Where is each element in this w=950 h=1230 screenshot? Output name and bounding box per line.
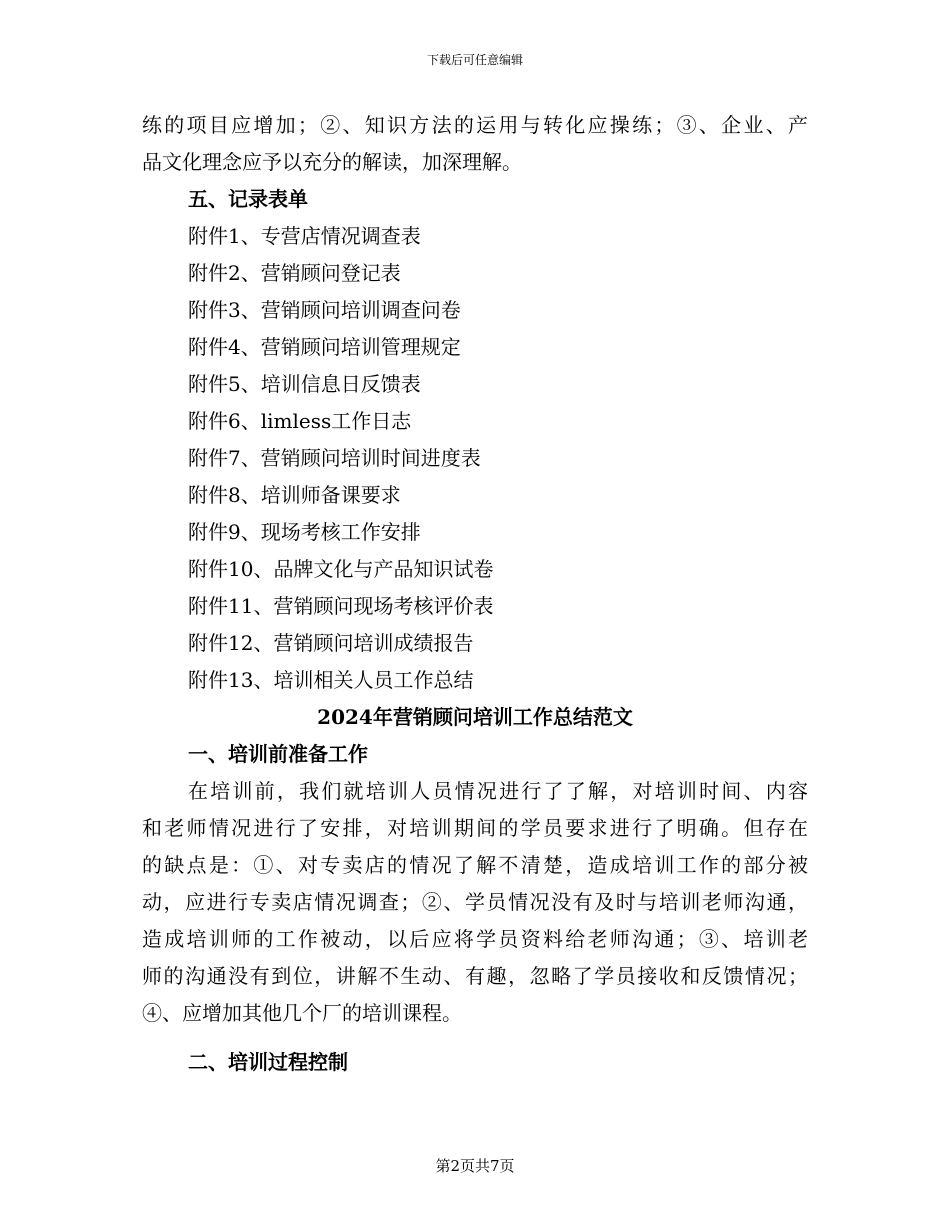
- attachment-item-4: 附件4、营销顾问培训管理规定: [188, 335, 461, 359]
- attachment-item-13: 附件13、培训相关人员工作总结: [188, 668, 474, 692]
- part1-line-1: 在培训前，我们就培训人员情况进行了了解，对培训时间、内容: [188, 779, 808, 803]
- part1-line-2: 和老师情况进行了安排，对培训期间的学员要求进行了明确。但存在: [142, 816, 808, 840]
- attachment-item-3: 附件3、营销顾问培训调查问卷: [188, 298, 461, 322]
- attachment-item-2: 附件2、营销顾问登记表: [188, 261, 401, 285]
- section5-heading: 五、记录表单: [188, 187, 308, 211]
- part1-line-3: 的缺点是：①、对专卖店的情况了解不清楚，造成培训工作的部分被: [142, 853, 808, 877]
- intro-line-1: 练的项目应增加；②、知识方法的运用与转化应操练；③、企业、产: [142, 113, 808, 137]
- attachment-item-1: 附件1、专营店情况调查表: [188, 224, 421, 248]
- part1-line-7: ④、应增加其他几个厂的培训课程。: [142, 1001, 462, 1025]
- attachment-item-12: 附件12、营销顾问培训成绩报告: [188, 631, 474, 655]
- document-title: 2024年营销顾问培训工作总结范文: [317, 705, 633, 729]
- attachment-item-9: 附件9、现场考核工作安排: [188, 520, 421, 544]
- attachment-item-5: 附件5、培训信息日反馈表: [188, 372, 421, 396]
- attachment-item-8: 附件8、培训师备课要求: [188, 483, 401, 507]
- part1-heading: 一、培训前准备工作: [188, 742, 368, 766]
- attachment-item-11: 附件11、营销顾问现场考核评价表: [188, 594, 494, 618]
- part1-line-6: 师的沟通没有到位，讲解不生动、有趣，忽略了学员接收和反馈情况；: [142, 964, 808, 988]
- page-header: 下载后可任意编辑: [426, 53, 523, 67]
- part1-line-4: 动，应进行专卖店情况调查；②、学员情况没有及时与培训老师沟通，: [142, 890, 808, 914]
- document-body: [142, 107, 808, 1081]
- page-footer: 第2页共7页: [435, 1157, 515, 1175]
- part1-line-5: 造成培训师的工作被动，以后应将学员资料给老师沟通；③、培训老: [142, 927, 808, 951]
- attachment-item-7: 附件7、营销顾问培训时间进度表: [188, 446, 481, 470]
- part2-heading: 二、培训过程控制: [188, 1050, 348, 1074]
- intro-line-2: 品文化理念应予以充分的解读，加深理解。: [142, 150, 522, 174]
- attachment-item-6: 附件6、limless工作日志: [188, 409, 412, 433]
- attachment-item-10: 附件10、品牌文化与产品知识试卷: [188, 557, 494, 581]
- paragraph-spacer: [142, 1032, 808, 1044]
